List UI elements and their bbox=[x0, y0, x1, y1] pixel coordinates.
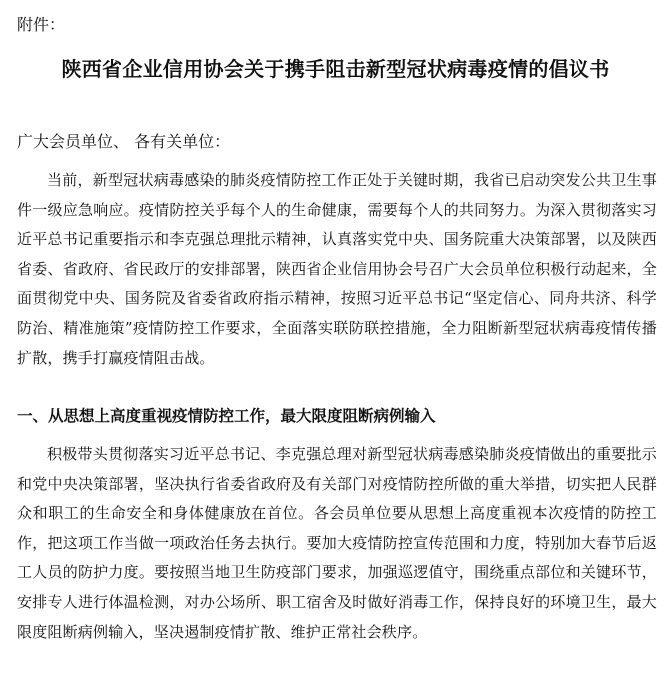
paragraph-intro: 当前，新型冠状病毒感染的肺炎疫情防控工作正处于关键时期，我省已启动突发公共卫生事件一级应急响应。疫情防控关乎每个人的生命健康，需要每个人的共同努力。为深入贯彻落实习近平总书记重要指示和李克强总理批示精神，认真落实党中央、国务院重大决策部署，以及陕西省委、省政府、省民政厅的安排部署，陕西省企业信用协会号召广大会员单位积极行动起来，全面贯彻党中央、国务院及省委省政府指示精神，按照习近平总书记“坚定信心、同舟共济、科学防治、精准施策”疫情防控工作要求，全面落实联防联控措施，全力阻断新型冠状病毒疫情传播扩散，携手打赢疫情阻击战。 bbox=[17, 171, 657, 367]
document-title: 陕西省企业信用协会关于携手阻击新型冠状病毒疫情的倡议书 bbox=[61, 57, 610, 81]
section-heading-1: 一、从思想上高度重视疫情防控工作，最大限度阻断病例输入 bbox=[17, 407, 436, 425]
attachment-label: 附件： bbox=[17, 15, 66, 34]
salutation: 广大会员单位、 各有关单位： bbox=[17, 132, 231, 151]
paragraph-section-1: 积极带头贯彻落实习近平总书记、李克强总理对新型冠状病毒感染肺炎疫情做出的重要批示和党中央决策部署，坚决执行省委省政府及有关部门对疫情防控所做的重大举措，切实把人民群众和职工的生命安全和身体健康放在首位。各会员单位要从思想上高度重视本次疫情的防控工作，把这项工作当做一项政治任务去执行。要加大疫情防控宣传范围和力度，特别加大春节后返工人员的防护力度。要按照当地卫生防疫部门要求，加强巡逻值守，围绕重点部位和关键环节，安排专人进行体温检测，对办公场所、职工宿舍及时做好消毒工作，保持良好的环境卫生，最大限度阻断病例输入，坚决遏制疫情扩散、维护正常社会秩序。 bbox=[17, 445, 657, 641]
